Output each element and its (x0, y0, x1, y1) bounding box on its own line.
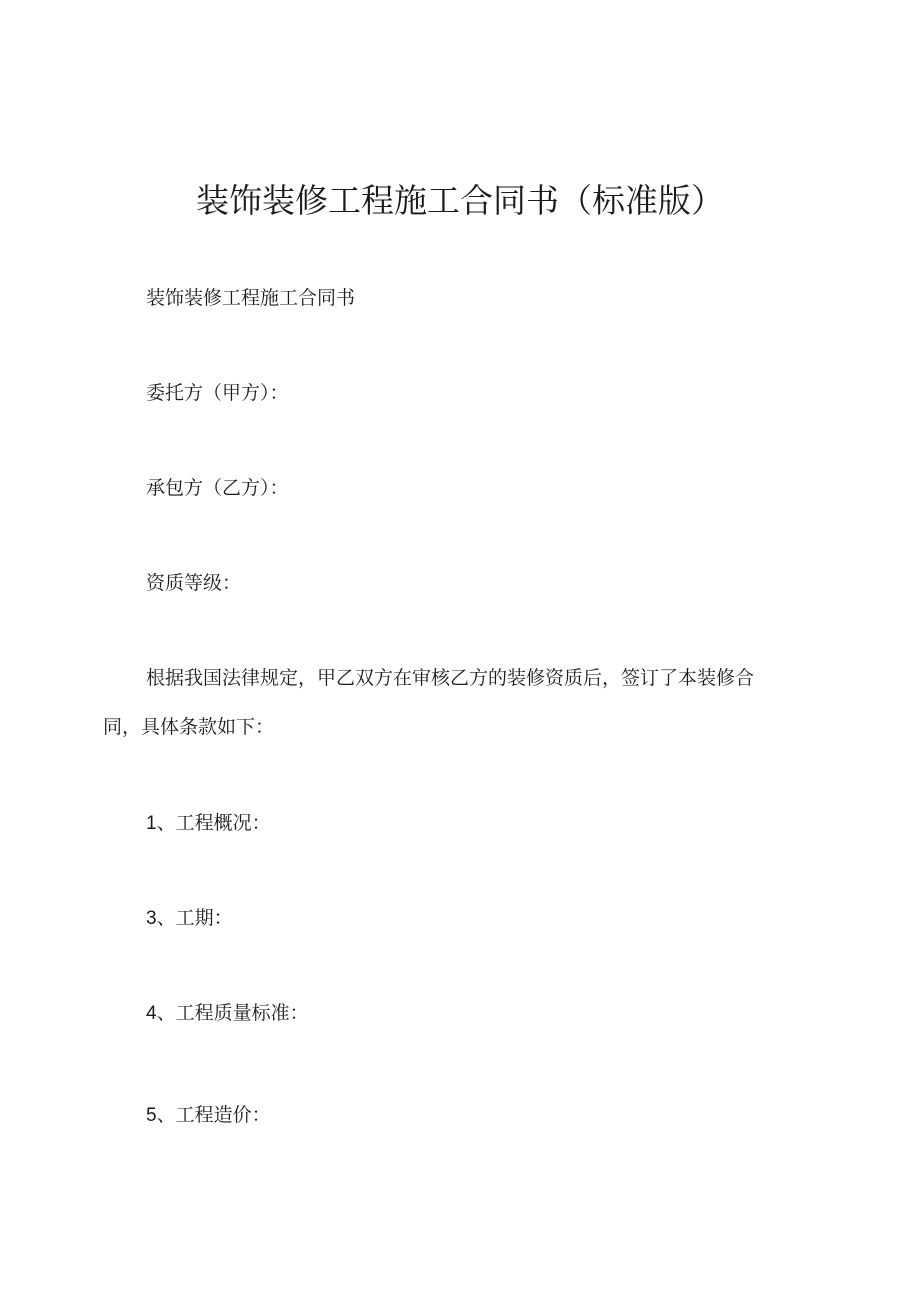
clause-item (146, 1100, 271, 1131)
preamble-line-2: 同，具体条款如下： (103, 716, 275, 738)
party-a-label: 委托方（甲方）： (146, 382, 289, 404)
clause-number: 4 (146, 1003, 157, 1024)
clause-item (146, 903, 233, 934)
clause-text: 、工程概况： (156, 812, 271, 834)
clause-item (146, 808, 271, 839)
qualification-label: 资质等级： (146, 572, 242, 594)
clause-text: 、工程造价： (156, 1104, 271, 1126)
clause-text: 、工程质量标准： (156, 1002, 309, 1024)
contract-subtitle: 装饰装修工程施工合同书 (146, 287, 356, 309)
preamble-line-1: 根据我国法律规定，甲乙双方在审核乙方的装修资质后，签订了本装修合 (146, 667, 755, 689)
clause-item (146, 998, 309, 1029)
clause-number: 5 (146, 1105, 157, 1126)
party-b-label: 承包方（乙方）： (146, 477, 289, 499)
document-title: 装饰装修工程施工合同书（标准版） (196, 181, 724, 220)
clause-number: 3 (146, 908, 157, 929)
clause-text: 、工期： (156, 907, 233, 929)
clause-number: 1 (146, 813, 157, 834)
